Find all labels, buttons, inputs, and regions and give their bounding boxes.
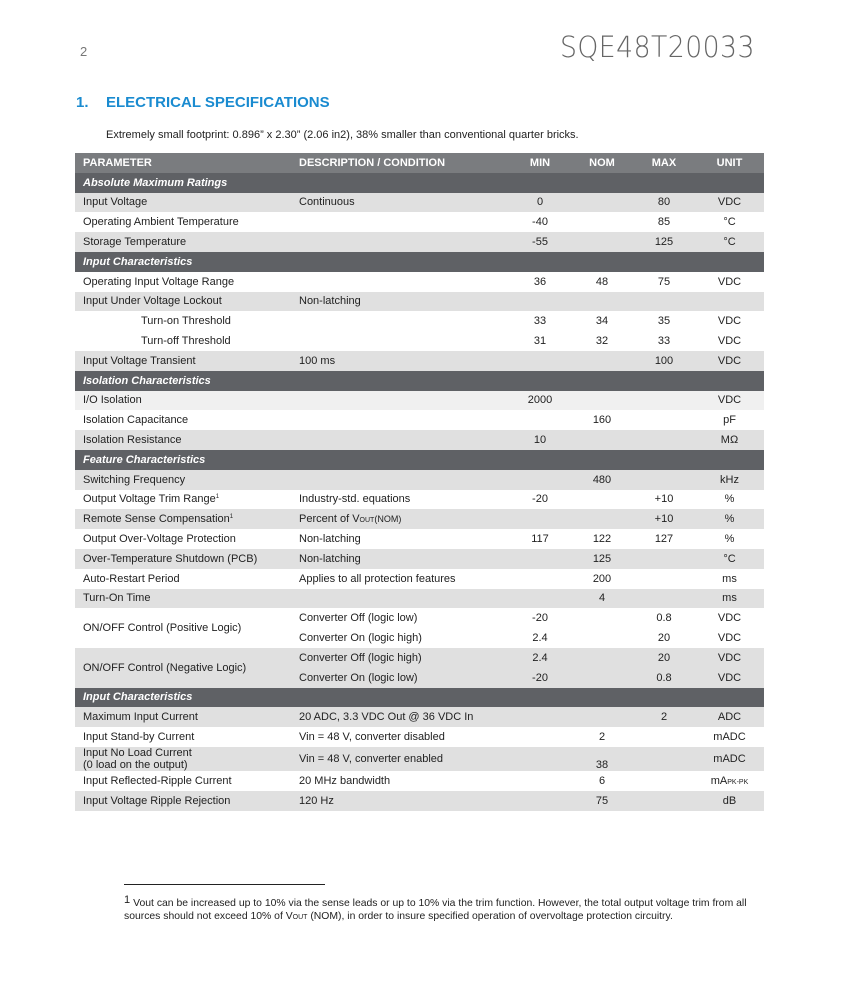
min-cell: -55 (509, 232, 571, 252)
unit-cell: % (695, 490, 764, 510)
nom-cell (571, 430, 633, 450)
table-row (75, 648, 764, 668)
nom-cell: 125 (571, 549, 633, 569)
min-cell (509, 351, 571, 371)
table-row (75, 549, 764, 569)
min-cell: 10 (509, 430, 571, 450)
max-cell (633, 430, 695, 450)
min-cell (509, 771, 571, 791)
nom-cell: 38 (571, 747, 633, 771)
unit-cell: mADC (695, 747, 764, 771)
param-cell: Input Stand-by Current (75, 727, 291, 747)
desc-cell: Applies to all protection features (291, 569, 509, 589)
max-cell (633, 410, 695, 430)
footnote-ref[interactable]: 1 (215, 494, 220, 501)
unit-cell: ms (695, 589, 764, 609)
unit-cell: % (695, 529, 764, 549)
max-cell (633, 549, 695, 569)
param-text: Output Voltage Trim Range (83, 493, 216, 506)
desc-cell: 100 ms (291, 351, 509, 371)
param-cell: Turn-On Time (75, 589, 291, 609)
table-row (75, 569, 764, 589)
table-row (75, 747, 764, 771)
nom-cell: 48 (571, 272, 633, 292)
table-row (75, 410, 764, 430)
nom-cell: 75 (571, 791, 633, 811)
max-cell: +10 (633, 490, 695, 510)
group-row-input-characteristics-2 (75, 688, 764, 708)
desc-prefix: Percent of V (299, 513, 360, 526)
unit-cell: VDC (695, 351, 764, 371)
param-cell: Input Under Voltage Lockout (75, 292, 291, 312)
footnote-mark: 1 (124, 894, 131, 906)
desc-cell: Converter On (logic low) (291, 668, 509, 688)
param-cell: Input Reflected-Ripple Current (75, 771, 291, 791)
nom-cell: 200 (571, 569, 633, 589)
table-row (75, 509, 764, 529)
min-cell: 33 (509, 311, 571, 331)
desc-cell: Non-latching (291, 549, 509, 569)
max-cell: 0.8 (633, 608, 695, 628)
max-cell: +10 (633, 509, 695, 529)
max-cell: 20 (633, 628, 695, 648)
max-cell (633, 791, 695, 811)
unit-text: mA (710, 774, 728, 787)
desc-suffix: (NOM) (374, 514, 402, 525)
group-label: Input Characteristics (75, 688, 764, 708)
group-label: Input Characteristics (75, 252, 764, 272)
table-row (75, 490, 764, 510)
table-row (75, 193, 764, 213)
max-cell (633, 391, 695, 411)
section-heading (76, 94, 330, 111)
param-cell: Turn-on Threshold (75, 311, 291, 331)
unit-cell: °C (695, 212, 764, 232)
electrical-specifications-table (75, 153, 764, 811)
nom-cell (571, 212, 633, 232)
min-cell: 2.4 (509, 628, 571, 648)
max-cell: 0.8 (633, 668, 695, 688)
min-cell: 2.4 (509, 648, 571, 668)
max-cell (633, 747, 695, 771)
desc-cell: Converter On (logic high) (291, 628, 509, 648)
footnote (124, 894, 764, 924)
table-row (75, 470, 764, 490)
desc-subscript: OUT (359, 517, 375, 525)
nom-cell (571, 232, 633, 252)
param-cell: Over-Temperature Shutdown (PCB) (75, 549, 291, 569)
min-cell: -20 (509, 668, 571, 688)
desc-cell (291, 430, 509, 450)
nom-cell (571, 193, 633, 213)
header-nom: NOM (571, 153, 633, 173)
max-cell: 80 (633, 193, 695, 213)
desc-cell: Industry-std. equations (291, 490, 509, 510)
group-label: Isolation Characteristics (75, 371, 764, 391)
unit-cell: dB (695, 791, 764, 811)
table-row (75, 589, 764, 609)
desc-cell (291, 232, 509, 252)
unit-cell: VDC (695, 648, 764, 668)
min-cell: 31 (509, 331, 571, 351)
param-cell: Output Over-Voltage Protection (75, 529, 291, 549)
group-label: Absolute Maximum Ratings (75, 173, 764, 193)
param-cell: ON/OFF Control (Negative Logic) (75, 648, 291, 688)
min-cell: -40 (509, 212, 571, 232)
nom-cell (571, 707, 633, 727)
nom-cell: 6 (571, 771, 633, 791)
table-row (75, 311, 764, 331)
nom-cell (571, 608, 633, 628)
unit-subscript: PK-PK (727, 778, 749, 786)
param-cell: Input Voltage Ripple Rejection (75, 791, 291, 811)
param-cell (75, 509, 291, 529)
min-cell (509, 589, 571, 609)
param-cell: Isolation Resistance (75, 430, 291, 450)
min-cell: -20 (509, 490, 571, 510)
footnote-divider (124, 884, 325, 885)
table-row (75, 331, 764, 351)
desc-cell (291, 410, 509, 430)
param-cell: I/O Isolation (75, 391, 291, 411)
min-cell (509, 549, 571, 569)
table-row (75, 351, 764, 371)
desc-cell (291, 509, 509, 529)
nom-cell (571, 668, 633, 688)
table-row (75, 272, 764, 292)
table-header-row (75, 153, 764, 173)
param-cell: Operating Input Voltage Range (75, 272, 291, 292)
document-title: SQE48T20033 (560, 30, 755, 64)
desc-cell: Vin = 48 V, converter disabled (291, 727, 509, 747)
table-row (75, 212, 764, 232)
min-cell: 117 (509, 529, 571, 549)
param-line-2: (0 load on the output) (83, 758, 188, 771)
min-cell: -20 (509, 608, 571, 628)
group-label: Feature Characteristics (75, 450, 764, 470)
desc-cell: 20 ADC, 3.3 VDC Out @ 36 VDC In (291, 707, 509, 727)
max-cell: 2 (633, 707, 695, 727)
table-row (75, 727, 764, 747)
page-number: 2 (80, 44, 88, 59)
min-cell (509, 707, 571, 727)
table-row (75, 292, 764, 312)
param-cell: Input Voltage Transient (75, 351, 291, 371)
nom-cell: 32 (571, 331, 633, 351)
unit-cell: ADC (695, 707, 764, 727)
desc-cell (291, 589, 509, 609)
footnote-text-b: (NOM), in order to insure specified operation of overvoltage protection circuitry. (307, 911, 673, 922)
max-cell (633, 589, 695, 609)
nom-cell: 160 (571, 410, 633, 430)
param-cell: Switching Frequency (75, 470, 291, 490)
unit-cell: °C (695, 232, 764, 252)
param-cell: Auto-Restart Period (75, 569, 291, 589)
section-title: ELECTRICAL SPECIFICATIONS (106, 94, 330, 111)
unit-cell: VDC (695, 272, 764, 292)
unit-cell: °C (695, 549, 764, 569)
unit-cell (695, 292, 764, 312)
max-cell: 20 (633, 648, 695, 668)
max-cell (633, 727, 695, 747)
param-cell: Turn-off Threshold (75, 331, 291, 351)
footnote-text-a: Vout can be increased up to 10% via the sense leads or up to 10% via the trim function. However, the total output voltage trim from all sources should not exceed 10% of V (124, 898, 747, 922)
min-cell (509, 569, 571, 589)
group-row-isolation-characteristics (75, 371, 764, 391)
max-cell: 75 (633, 272, 695, 292)
max-cell: 127 (633, 529, 695, 549)
param-cell: Input Voltage (75, 193, 291, 213)
nom-cell: 122 (571, 529, 633, 549)
nom-cell: 480 (571, 470, 633, 490)
desc-cell (291, 391, 509, 411)
table-row (75, 791, 764, 811)
param-cell: Isolation Capacitance (75, 410, 291, 430)
desc-cell (291, 331, 509, 351)
nom-cell (571, 490, 633, 510)
unit-cell: VDC (695, 668, 764, 688)
max-cell (633, 569, 695, 589)
table-row (75, 391, 764, 411)
min-cell (509, 509, 571, 529)
group-row-input-characteristics (75, 252, 764, 272)
nom-cell: 34 (571, 311, 633, 331)
min-cell: 0 (509, 193, 571, 213)
max-cell: 100 (633, 351, 695, 371)
desc-cell (291, 272, 509, 292)
header-max: MAX (633, 153, 695, 173)
param-cell: Operating Ambient Temperature (75, 212, 291, 232)
header-parameter: PARAMETER (75, 153, 291, 173)
desc-cell: Converter Off (logic high) (291, 648, 509, 668)
max-cell: 125 (633, 232, 695, 252)
unit-cell: % (695, 509, 764, 529)
desc-cell (291, 212, 509, 232)
group-row-feature-characteristics (75, 450, 764, 470)
min-cell (509, 470, 571, 490)
nom-cell (571, 391, 633, 411)
param-cell (75, 490, 291, 510)
table-row (75, 707, 764, 727)
max-cell (633, 292, 695, 312)
nom-cell: 4 (571, 589, 633, 609)
footnote-ref[interactable]: 1 (229, 514, 234, 521)
nom-cell (571, 509, 633, 529)
desc-cell: 20 MHz bandwidth (291, 771, 509, 791)
param-cell: Storage Temperature (75, 232, 291, 252)
desc-cell: Continuous (291, 193, 509, 213)
table-row (75, 771, 764, 791)
min-cell: 2000 (509, 391, 571, 411)
nom-cell (571, 292, 633, 312)
unit-cell: VDC (695, 193, 764, 213)
table-row (75, 529, 764, 549)
min-cell: 36 (509, 272, 571, 292)
min-cell (509, 727, 571, 747)
header-min: MIN (509, 153, 571, 173)
nom-cell (571, 351, 633, 371)
nom-cell: 2 (571, 727, 633, 747)
param-cell: ON/OFF Control (Positive Logic) (75, 608, 291, 648)
group-row-absolute-maximum (75, 173, 764, 193)
header-unit: UNIT (695, 153, 764, 173)
table-row (75, 430, 764, 450)
param-line-1: Input No Load Current (83, 746, 192, 759)
nom-cell (571, 648, 633, 668)
desc-cell: 120 Hz (291, 791, 509, 811)
min-cell (509, 410, 571, 430)
desc-cell (291, 470, 509, 490)
min-cell (509, 747, 571, 771)
unit-cell: VDC (695, 331, 764, 351)
max-cell: 35 (633, 311, 695, 331)
unit-cell: VDC (695, 628, 764, 648)
desc-cell (291, 311, 509, 331)
intro-paragraph: Extremely small footprint: 0.896” x 2.30” (2.06 in2), 38% smaller than conventional quarter bricks. (106, 129, 579, 141)
param-cell (75, 747, 291, 771)
nom-cell (571, 628, 633, 648)
param-cell: Maximum Input Current (75, 707, 291, 727)
param-text: Remote Sense Compensation (83, 513, 230, 526)
desc-cell: Vin = 48 V, converter enabled (291, 747, 509, 771)
desc-cell: Non-latching (291, 529, 509, 549)
min-cell (509, 791, 571, 811)
min-cell (509, 292, 571, 312)
footnote-subscript: OUT (292, 914, 308, 921)
max-cell: 85 (633, 212, 695, 232)
unit-cell: ms (695, 569, 764, 589)
unit-cell: VDC (695, 391, 764, 411)
unit-cell: MΩ (695, 430, 764, 450)
unit-cell: VDC (695, 608, 764, 628)
unit-cell: mADC (695, 727, 764, 747)
max-cell: 33 (633, 331, 695, 351)
section-number: 1. (76, 94, 89, 111)
unit-cell: VDC (695, 311, 764, 331)
desc-cell: Converter Off (logic low) (291, 608, 509, 628)
max-cell (633, 771, 695, 791)
unit-cell: kHz (695, 470, 764, 490)
table-row (75, 232, 764, 252)
table-row (75, 608, 764, 628)
desc-cell: Non-latching (291, 292, 509, 312)
unit-cell: pF (695, 410, 764, 430)
header-description: DESCRIPTION / CONDITION (291, 153, 509, 173)
unit-cell (695, 771, 764, 791)
max-cell (633, 470, 695, 490)
